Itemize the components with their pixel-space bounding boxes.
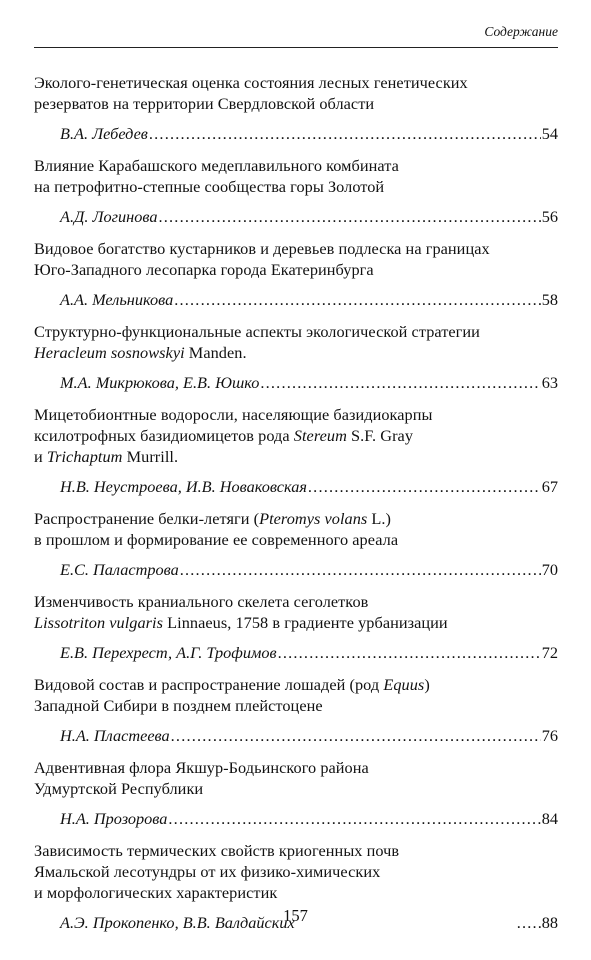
toc-entry-title-line	[34, 674, 558, 695]
header-rule	[34, 47, 558, 48]
entry-spacing	[34, 393, 558, 404]
toc-entry-author-row	[34, 642, 558, 663]
toc-entry-title-line	[34, 404, 558, 425]
table-of-contents	[34, 72, 558, 933]
toc-entry-authors: Н.В. Неустроева, И.В. Новаковская	[60, 477, 307, 496]
toc-entry-author-row	[34, 289, 558, 310]
toc-entry-title-line	[34, 778, 558, 799]
title-text: Удмуртской Республики	[34, 779, 204, 798]
toc-entry-title-line	[34, 342, 558, 363]
toc-entry-page-number: 56	[541, 207, 558, 226]
toc-entry-title-line	[34, 93, 558, 114]
toc-entry-authors: А.Э. Прокопенко, В.В. Валдайских	[60, 913, 295, 932]
toc-entry-author-row	[34, 372, 558, 393]
latin-taxon-name: Equus	[383, 675, 425, 694]
entry-spacing	[34, 310, 558, 321]
title-text: L.)	[367, 509, 392, 528]
latin-taxon-name: Stereum	[293, 426, 347, 445]
entry-spacing	[34, 663, 558, 674]
toc-entry-title-line	[34, 591, 558, 612]
toc-entry-title-line	[34, 612, 558, 633]
toc-entry-authors: М.А. Микрюкова, Е.В. Юшко	[60, 373, 260, 392]
title-text: Распространение белки-летяги (	[34, 509, 260, 528]
toc-entry-title-line	[34, 259, 558, 280]
latin-taxon-name: Heracleum sosnowskyi	[34, 343, 185, 362]
toc-entry	[34, 72, 558, 144]
toc-entry	[34, 757, 558, 829]
toc-entry-author-row	[34, 559, 558, 580]
title-text: и морфологических характеристик	[34, 883, 278, 902]
title-text: Адвентивная флора Якшур-Бодьинского района	[34, 758, 369, 777]
toc-entry	[34, 591, 558, 663]
dot-leader	[149, 123, 541, 144]
entry-spacing	[34, 746, 558, 757]
title-text: Linnaeus, 1758 в градиенте урбанизации	[163, 613, 448, 632]
toc-entry-authors: А.А. Мельникова	[60, 290, 174, 309]
title-text: Эколого-генетическая оценка состояния лесных генетических	[34, 73, 468, 92]
title-text: Видовой состав и распространение лошадей (род	[34, 675, 384, 694]
toc-entry-page-number: 70	[541, 560, 558, 579]
dot-leader	[278, 642, 541, 663]
toc-entry-title-line	[34, 321, 558, 342]
toc-entry-authors: Е.В. Перехрест, А.Г. Трофимов	[60, 643, 277, 662]
toc-entry-page-number: 72	[541, 643, 558, 662]
dot-leader	[168, 808, 540, 829]
toc-entry-title-line	[34, 238, 558, 259]
toc-entry-title-line	[34, 446, 558, 467]
toc-entry-title-line	[34, 508, 558, 529]
toc-entry-page-number: 76	[541, 726, 558, 745]
toc-entry	[34, 155, 558, 227]
toc-entry-authors: Е.С. Паластрова	[60, 560, 179, 579]
dot-leader	[174, 289, 541, 310]
title-text: Manden.	[184, 343, 247, 362]
toc-entry	[34, 404, 558, 497]
toc-entry-title-line	[34, 882, 558, 903]
dot-leader	[171, 725, 541, 746]
title-text: Зависимость термических свойств криогенных почв	[34, 841, 400, 860]
title-text: Юго-Западного лесопарка города Екатеринбурга	[34, 260, 374, 279]
title-text: Видовое богатство кустарников и деревьев подлеска на границах	[34, 239, 490, 258]
title-text: )	[424, 675, 430, 694]
toc-entry	[34, 674, 558, 746]
toc-entry	[34, 321, 558, 393]
title-text: ксилотрофных базидиомицетов рода	[34, 426, 294, 445]
toc-entry-title-line	[34, 155, 558, 176]
page-number: 157	[283, 906, 308, 925]
toc-entry-title-line	[34, 176, 558, 197]
dot-leader	[260, 372, 540, 393]
toc-entry-author-row	[34, 808, 558, 829]
title-text: и	[34, 447, 47, 466]
toc-entry-author-row	[34, 206, 558, 227]
entry-spacing	[34, 580, 558, 591]
running-header: Содержание	[484, 24, 558, 39]
toc-entry-authors: Н.А. Пластеева	[60, 726, 170, 745]
entry-spacing	[34, 497, 558, 508]
toc-entry	[34, 238, 558, 310]
toc-entry-author-row	[34, 725, 558, 746]
toc-entry-title-line	[34, 757, 558, 778]
latin-taxon-name: Pteromys volans	[259, 509, 368, 528]
latin-taxon-name: Trichaptum	[46, 447, 123, 466]
title-text: на петрофитно-степные сообщества горы Золотой	[34, 177, 385, 196]
title-text: в прошлом и формирование ее современного ареала	[34, 530, 399, 549]
entry-spacing	[34, 144, 558, 155]
toc-entry-title-line	[34, 72, 558, 93]
toc-entry-authors: А.Д. Логинова	[60, 207, 158, 226]
dot-leader	[180, 559, 541, 580]
toc-entry-authors: Н.А. Прозорова	[60, 809, 168, 828]
toc-entry-authors: В.А. Лебедев	[60, 124, 148, 143]
toc-entry-page-number: 63	[541, 373, 558, 392]
title-text: S.F. Gray	[346, 426, 414, 445]
toc-entry-page-number: 67	[541, 477, 558, 496]
title-text: Изменчивость краниального скелета сеголетков	[34, 592, 369, 611]
toc-entry-title-line	[34, 529, 558, 550]
toc-entry-title-line	[34, 861, 558, 882]
title-text: Структурно-функциональные аспекты экологической стратегии	[34, 322, 480, 341]
title-text: Мицетобионтные водоросли, населяющие базидиокарпы	[34, 405, 433, 424]
title-text: Западной Сибири в позднем плейстоцене	[34, 696, 323, 715]
title-text: Ямальской лесотундры от их физико-химических	[34, 862, 381, 881]
latin-taxon-name: Lissotriton vulgaris	[34, 613, 164, 632]
dot-leader	[159, 206, 541, 227]
toc-entry-page-number: 88	[541, 913, 558, 932]
toc-entry-title-line	[34, 695, 558, 716]
toc-entry-title-line	[34, 425, 558, 446]
toc-entry-title-line	[34, 840, 558, 861]
toc-entry-author-row	[34, 476, 558, 497]
toc-entry-page-number: 58	[541, 290, 558, 309]
entry-spacing	[34, 829, 558, 840]
toc-entry-author-row	[34, 123, 558, 144]
toc-entry	[34, 508, 558, 580]
title-text: Влияние Карабашского медеплавильного комбината	[34, 156, 399, 175]
dot-leader	[308, 476, 541, 497]
entry-spacing	[34, 227, 558, 238]
title-text: резерватов на территории Свердловской области	[34, 94, 375, 113]
toc-entry-page-number: 84	[541, 809, 558, 828]
title-text: Murrill.	[122, 447, 179, 466]
toc-entry-page-number: 54	[541, 124, 558, 143]
